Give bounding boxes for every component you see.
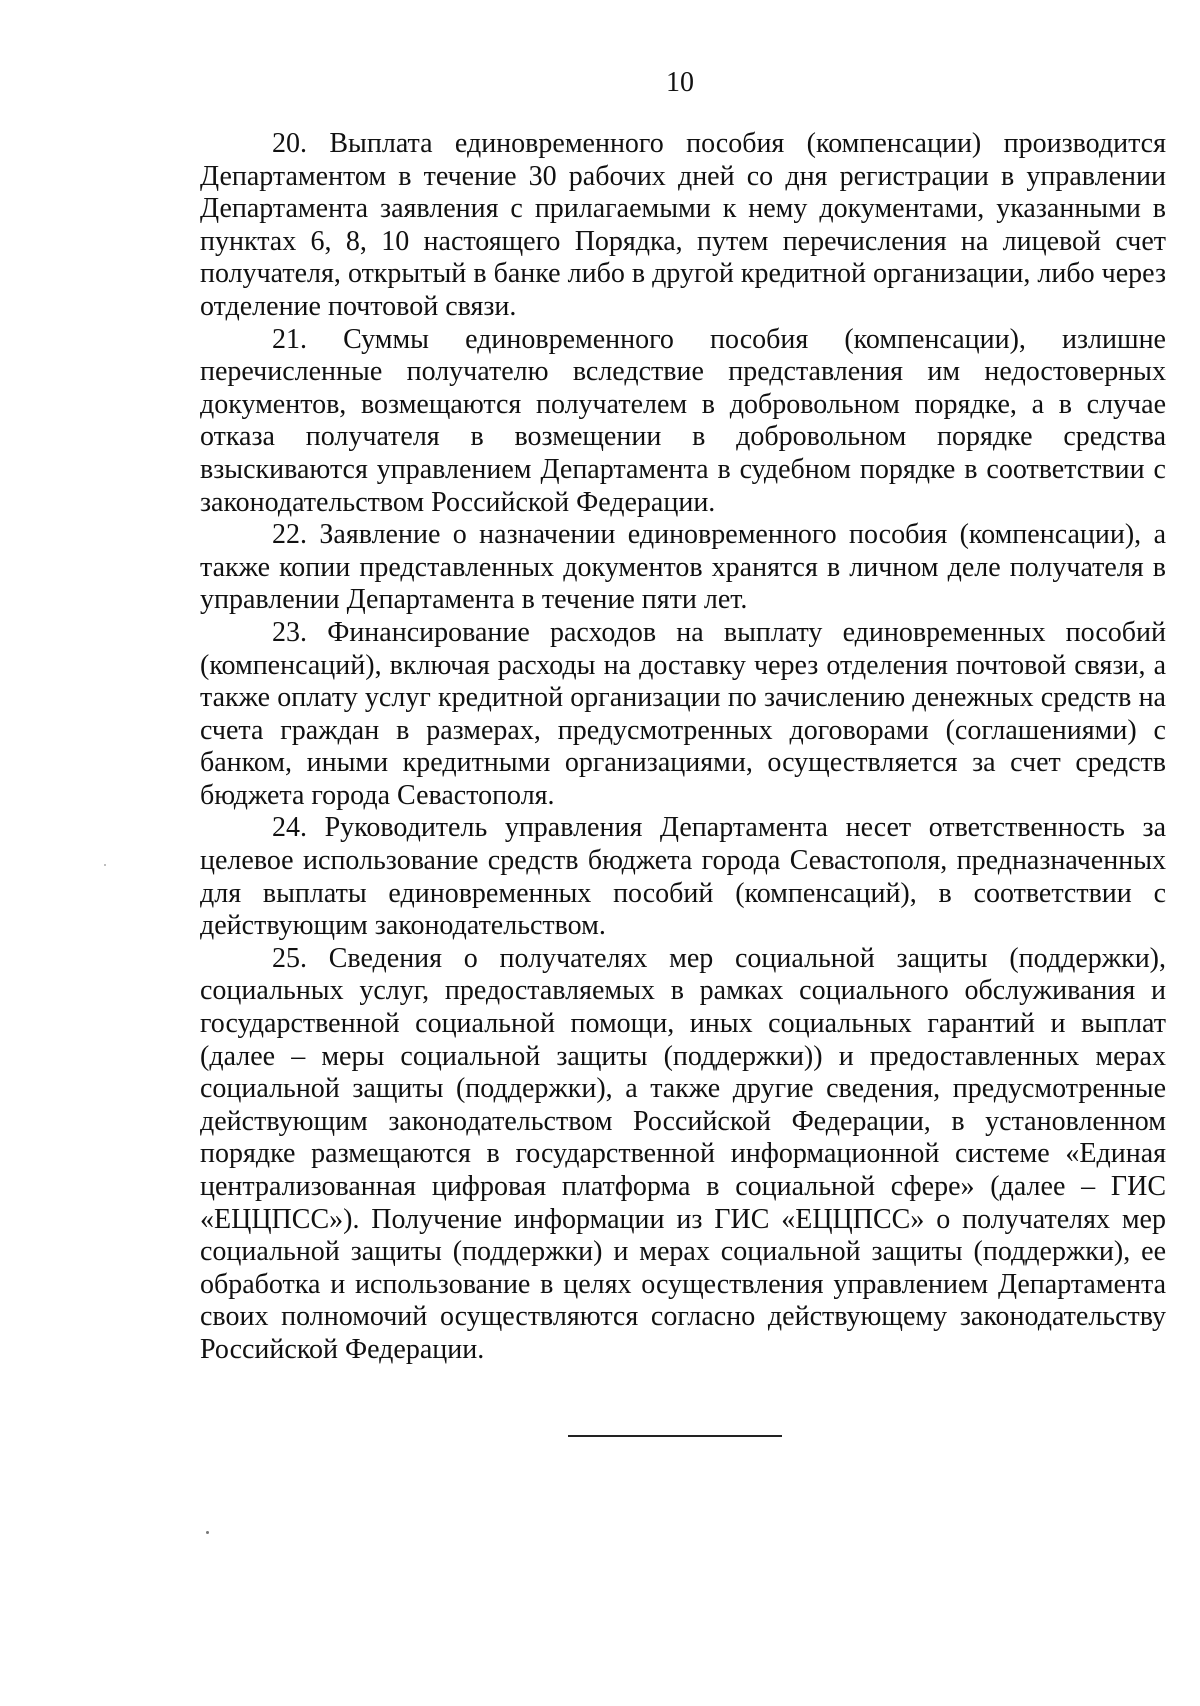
paragraph-25: 25. Сведения о получателях мер социальной защиты (поддержки), социальных услуг, предоставляемых в рамках социального обслуживания и государственной социальной помощи, иных социальных гарантий и выплат (далее – меры социальной защиты (поддержки)) и предоставленных мерах социальной защиты (поддержки), а также другие сведения, предусмотренные действующим законодательством Российской Федерации, в установленном порядке размещаются в государственной информационной системе «Единая централизованная цифровая платформа в социальной сфере» (далее – ГИС «ЕЦЦПСС»). Получение информации из ГИС «ЕЦЦПСС» о получателях мер социальной защиты (поддержки) и мерах социальной защиты (поддержки), ее обработка и использование в целях осуществления управлением Департамента своих полномочий осуществляются согласно действующему законодательству Российской Федерации. xyxy=(200,942,1166,1365)
page-number: 10 xyxy=(666,67,694,98)
scan-speck xyxy=(104,864,106,866)
end-of-document-rule xyxy=(568,1435,782,1437)
document-body xyxy=(200,128,1166,1367)
scan-speck xyxy=(206,1531,209,1534)
paragraph-24: 24. Руководитель управления Департамента несет ответственность за целевое использование средств бюджета города Севастополя, предназначенных для выплаты единовременных пособий (компенсаций), в соответствии с действующим законодательством. xyxy=(200,812,1166,942)
paragraph-20: 20. Выплата единовременного пособия (компенсации) производится Департаментом в течение 30 рабочих дней со дня регистрации в управлении Департамента заявления с прилагаемыми к нему документами, указанными в пунктах 6, 8, 10 настоящего Порядка, путем перечисления на лицевой счет получателя, открытый в банке либо в другой кредитной организации, либо через отделение почтовой связи. xyxy=(200,128,1166,322)
paragraph-22: 22. Заявление о назначении единовременного пособия (компенсации), а также копии представленных документов хранятся в личном деле получателя в управлении Департамента в течение пяти лет. xyxy=(200,519,1166,616)
paragraph-23: 23. Финансирование расходов на выплату единовременных пособий (компенсаций), включая расходы на доставку через отделения почтовой связи, а также оплату услуг кредитной организации по зачислению денежных средств на счета граждан в размерах, предусмотренных договорами (соглашениями) с банком, иными кредитными организациями, осуществляется за счет средств бюджета города Севастополя. xyxy=(200,616,1166,811)
paragraph-21: 21. Суммы единовременного пособия (компенсации), излишне перечисленные получателю вследствие представления им недостоверных документов, возмещаются получателем в добровольном порядке, а в случае отказа получателя в возмещении в добровольном порядке средства взыскиваются управлением Департамента в судебном порядке в соответствии с законодательством Российской Федерации. xyxy=(200,323,1166,518)
